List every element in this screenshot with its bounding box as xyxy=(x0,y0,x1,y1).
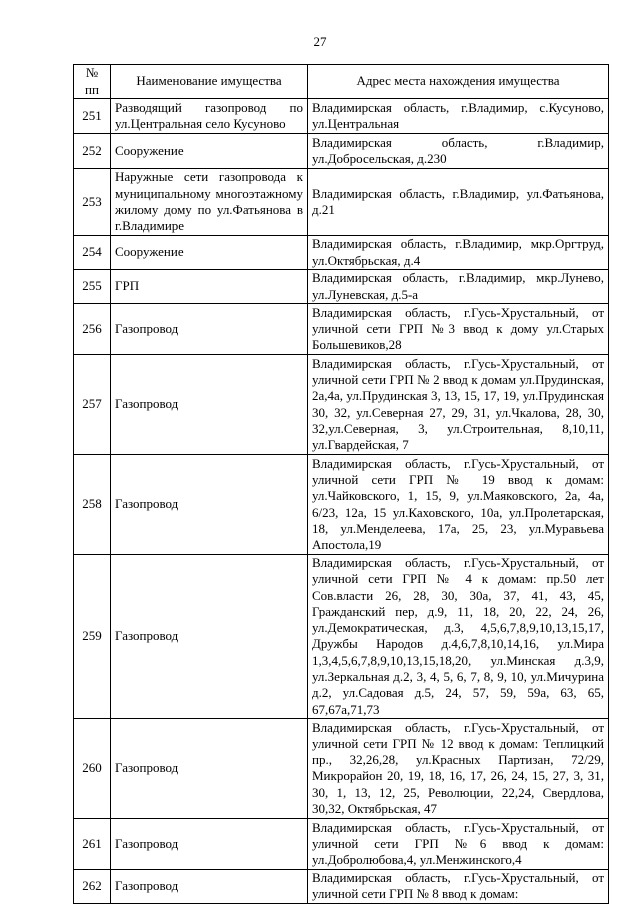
row-number: 251 xyxy=(74,99,111,134)
row-property-name: ГРП xyxy=(111,270,308,304)
row-property-name: Газопровод xyxy=(111,869,308,903)
table-row xyxy=(74,355,609,455)
row-property-name: Газопровод xyxy=(111,355,308,455)
header-number-symbol: № xyxy=(85,65,99,81)
table-header-row xyxy=(74,65,609,99)
row-address: Владимирская область, г.Гусь-Хрустальный, от уличной сети ГРП № 4 к домам: пр.50 лет Сов.власти 26, 28, 30, 30а, 37, 41, 43, 45, Гражданский пер, д.9, 11, 18, 20, 22, 24, 26, ул.Демократическая, д.3, 4,5,6,7,8,9,10,13,15,17, Дружбы Народов д.4,6,7,8,10,14,16, ул.Мира 1,3,4,5,6,7,8,9,10,13,15,18,20, ул.Минская д.3,9, ул.Зеркальная д.2, 3, 4, 5, 6, 7, 8, 9, 10, ул.Мичурина д.2, ул.Садовая д.5, 24, 57, 59, 59а, 63, 65, 67,67а,71,73 xyxy=(308,555,609,719)
row-property-name: Газопровод xyxy=(111,455,308,555)
row-property-name: Газопровод xyxy=(111,555,308,719)
row-number: 258 xyxy=(74,455,111,555)
table-row xyxy=(74,718,609,818)
table-row xyxy=(74,869,609,903)
row-property-name: Сооружение xyxy=(111,236,308,270)
row-number: 256 xyxy=(74,304,111,355)
table-row xyxy=(74,304,609,355)
row-address: Владимирская область, г.Владимир, мкр.Лунево, ул.Луневская, д.5-а xyxy=(308,270,609,304)
row-number: 262 xyxy=(74,869,111,903)
row-address: Владимирская область, г.Владимир, ул.Добросельская, д.230 xyxy=(308,134,609,169)
page-number: 27 xyxy=(313,34,327,49)
row-number: 260 xyxy=(74,718,111,818)
table-row xyxy=(74,236,609,270)
row-address: Владимирская область, г.Гусь-Хрустальный, от уличной сети ГРП № 19 ввод к домам: ул.Чайковского, 1, 15, 9, ул.Маяковского, 2а, 4а, 6/23, 12а, 15 ул.Каховского, 10а, ул.Пролетарская, 18, ул.Менделеева, 17а, 25, 23, ул.Муравьева Апостола,19 xyxy=(308,455,609,555)
row-number: 255 xyxy=(74,270,111,304)
row-property-name: Газопровод xyxy=(111,304,308,355)
header-property-name: Наименование имущества xyxy=(111,65,308,99)
row-address: Владимирская область, г.Гусь-Хрустальный, от уличной сети ГРП № 8 ввод к домам: xyxy=(308,869,609,903)
row-number: 257 xyxy=(74,355,111,455)
header-address: Адрес места нахождения имущества xyxy=(308,65,609,99)
row-number: 252 xyxy=(74,134,111,169)
table-row xyxy=(74,555,609,719)
row-address: Владимирская область, г.Гусь-Хрустальный, от уличной сети ГРП №3 ввод к дому ул.Старых Большевиков,28 xyxy=(308,304,609,355)
row-number: 261 xyxy=(74,818,111,869)
row-address: Владимирская область, г.Гусь-Хрустальный, от уличной сети ГРП № 2 ввод к домам ул.Прудинская, 2а,4а, ул.Прудинская 3, 13, 15, 17, 19, ул.Прудинская 30, 32, ул.Северная 27, 29, 31, ул.Чкалова, 28, 30, 32,ул.Северная, 3, ул.Строительная, 8,10,11, ул.Гвардейская, 7 xyxy=(308,355,609,455)
table-row xyxy=(74,455,609,555)
row-address: Владимирская область, г.Владимир, ул.Фатьянова, д.21 xyxy=(308,169,609,236)
row-address: Владимирская область, г.Владимир, мкр.Оргтруд, ул.Октябрьская, д.4 xyxy=(308,236,609,270)
row-property-name: Разводящий газопровод по ул.Центральная село Кусуново xyxy=(111,99,308,134)
row-number: 254 xyxy=(74,236,111,270)
row-number: 259 xyxy=(74,555,111,719)
row-property-name: Газопровод xyxy=(111,718,308,818)
table-row xyxy=(74,270,609,304)
table-row xyxy=(74,134,609,169)
table-row xyxy=(74,818,609,869)
row-number: 253 xyxy=(74,169,111,236)
row-property-name: Сооружение xyxy=(111,134,308,169)
row-address: Владимирская область, г.Гусь-Хрустальный, от уличной сети ГРП № 12 ввод к домам: Теплицкий пр., 32,26,28, ул.Красных Партизан, 72/29, Микрорайон 20, 19, 18, 16, 17, 26, 24, 15, 27, 3, 31, 30, 1, 13, 12, 25, Революции, 22,24, Свердлова, 30,32, Октябрьская, 47 xyxy=(308,718,609,818)
row-property-name: Наружные сети газопровода к муниципальному многоэтажному жилому дому по ул.Фатьянова в г.Владимире xyxy=(111,169,308,236)
row-address: Владимирская область, г.Гусь-Хрустальный, от уличной сети ГРП №6 ввод к домам: ул.Добролюбова,4, ул.Менжинского,4 xyxy=(308,818,609,869)
table-row xyxy=(74,169,609,236)
header-number xyxy=(74,65,111,99)
row-property-name: Газопровод xyxy=(111,818,308,869)
header-number-abbr: пп xyxy=(85,81,99,97)
table-row xyxy=(74,99,609,134)
row-address: Владимирская область, г.Владимир, с.Кусуново, ул.Центральная xyxy=(308,99,609,134)
property-registry-table xyxy=(73,64,609,904)
